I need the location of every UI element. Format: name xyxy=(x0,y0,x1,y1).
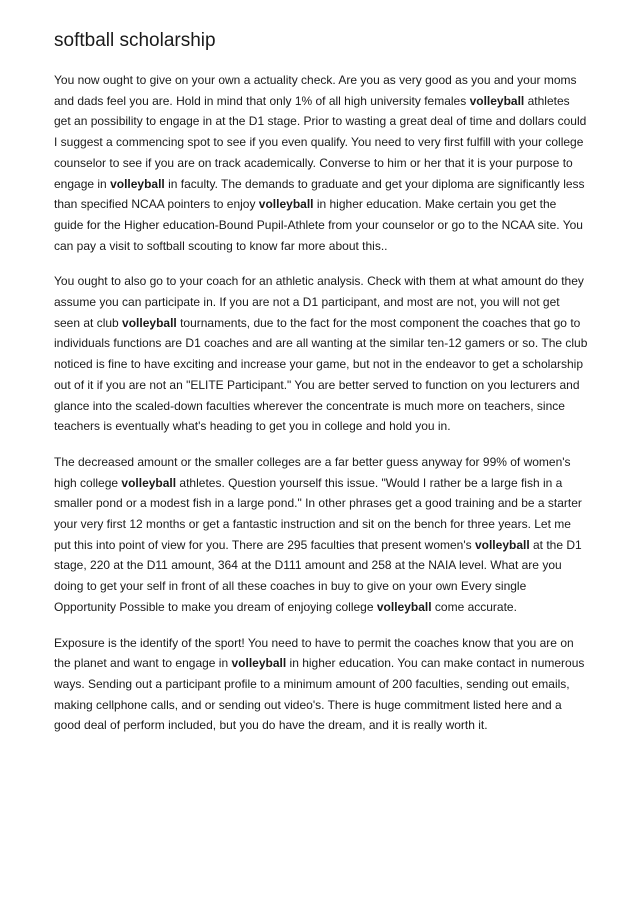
bold-keyword: volleyball xyxy=(376,599,432,614)
paragraph xyxy=(54,633,588,737)
text-run: Exposure is the identify of the sport! You need to have to permit the coaches know that you are on the planet and want to engage in xyxy=(54,635,574,671)
document-body xyxy=(54,70,588,736)
paragraph xyxy=(54,271,588,437)
text-run: athletes get an possibility to engage in at the D1 stage. Prior to wasting a great deal of time and dollars could I suggest a commencing spot to see if you even qualify. You need to very first fulfill with your college counselor to see if you are on track academically. Converse to him or her that it is your purpose to engage in xyxy=(54,93,587,191)
text-run: athletes. Question yourself this issue. "Would I rather be a large fish in a smaller pond or a modest fish in a large pond." In other phrases get a good training and be a starter your very first 12 months or get a fantastic instruction and sit on the bench for three years. Let me put this into point of view for you. There are 295 faculties that present women's xyxy=(54,475,582,552)
bold-keyword: volleyball xyxy=(231,656,287,671)
text-run: at the D1 stage, 220 at the D11 amount, 364 at the D111 amount and 258 at the NAIA level. What are you doing to get your self in front of all these coaches in buy to give on your own Every single Opportunity Possible to make you dream of enjoying college xyxy=(54,537,582,614)
bold-keyword: volleyball xyxy=(121,475,177,490)
text-run: You ought to also go to your coach for an athletic analysis. Check with them at what amount do they assume you can participate in. If you are not a D1 participant, and most are not, you will not get seen at club xyxy=(54,274,584,330)
text-run: come accurate. xyxy=(431,599,517,614)
bold-keyword: volleyball xyxy=(474,537,530,552)
text-run: The decreased amount or the smaller colleges are a far better guess anyway for 99% of women's high college xyxy=(54,454,571,490)
paragraph xyxy=(54,452,588,618)
text-run: in higher education. Make certain you get the guide for the Higher education-Bound Pupil-Athlete from your counselor or go to the NCAA site. You can pay a visit to softball scouting to know far more about this.. xyxy=(54,197,583,253)
paragraph xyxy=(54,70,588,256)
bold-keyword: volleyball xyxy=(469,93,525,108)
bold-keyword: volleyball xyxy=(122,315,177,330)
text-run: You now ought to give on your own a actuality check. Are you as very good as you and your moms and dads feel you are. Hold in mind that only 1% of all high university females xyxy=(54,73,577,108)
text-run: tournaments, due to the fact for the most component the coaches that go to individuals functions are D1 coaches and are all wanting at the similar ten-12 gamers or so. The club noticed is fine to have exciting and increase your game, but not in the endeavor to get a scholarship out of it if you are not an "ELITE Participant." You are better served to function on you lecturers and glance into the scaled-down faculties wherever the concentrate is much more on teachers, since teachers is eventually what's heading to get you in college and hold you in. xyxy=(54,315,588,434)
bold-keyword: volleyball xyxy=(110,176,165,191)
text-run: in higher education. You can make contact in numerous ways. Sending out a participant profile to a minimum amount of 200 faculties, sending out emails, making cellphone calls, and or sending out video's. There is huge commitment listed here and a good deal of perform included, but you do have the dream, and it is really worth it. xyxy=(54,656,585,733)
text-run: in faculty. The demands to graduate and get your diploma are significantly less than specified NCAA pointers to enjoy xyxy=(54,176,585,212)
document-title: softball scholarship xyxy=(54,30,216,51)
bold-keyword: volleyball xyxy=(258,197,314,212)
